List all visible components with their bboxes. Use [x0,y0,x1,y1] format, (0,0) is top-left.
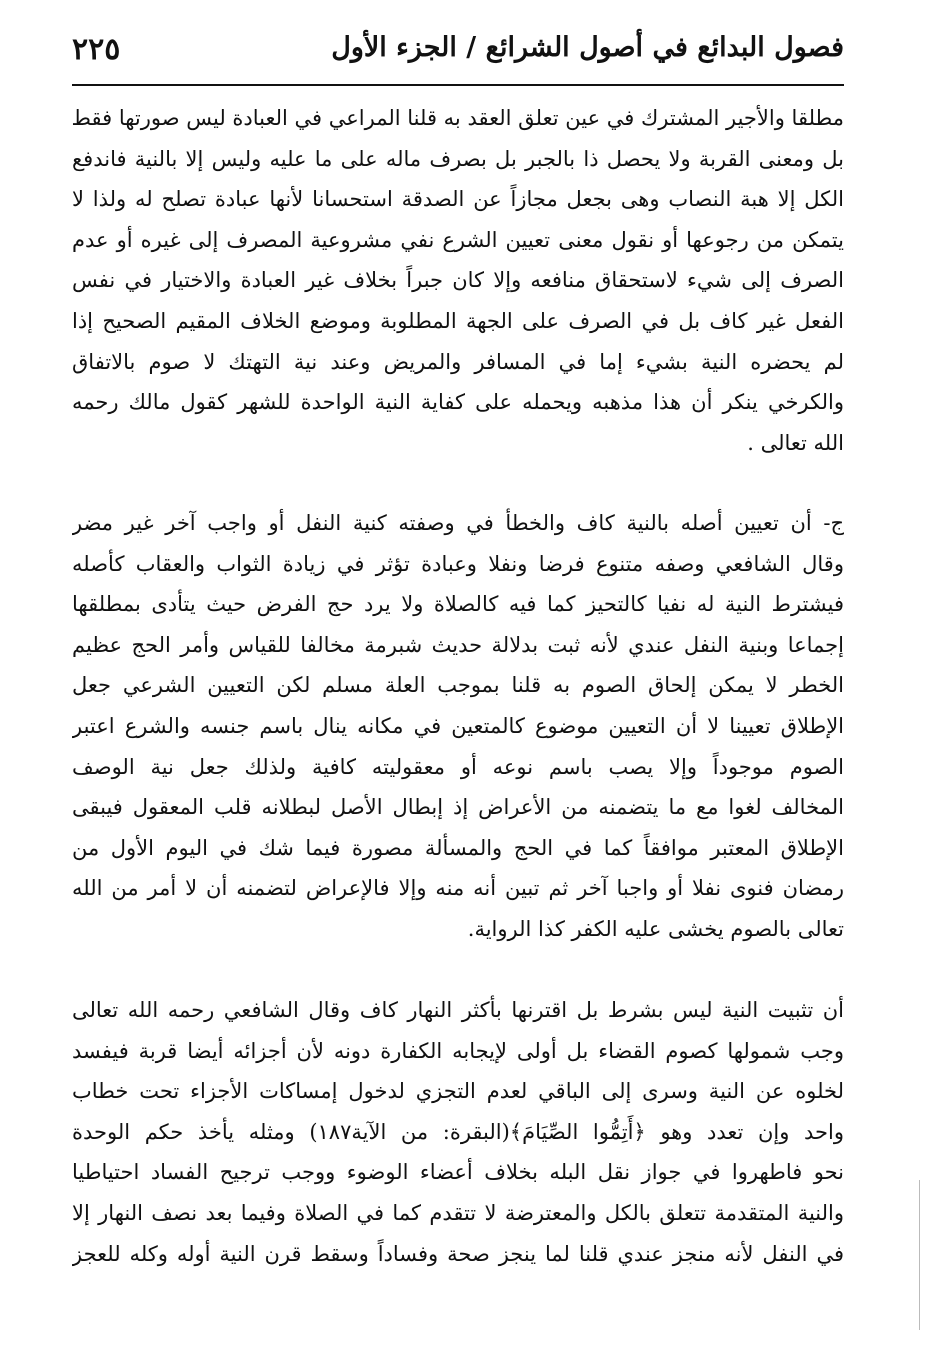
text-line: الإطلاق المعتبر موافقاً كما في الحج والمسألة مصورة فيما شك في اليوم الأول من [72,835,844,860]
text-line: الصرف إلى شيء لاستحقاق منافعه وإلا كان جبراً بخلاف غير العبادة والاختيار في نفس [72,268,844,293]
header-divider [72,84,844,86]
text-line: رمضان فنوى نفلا أو واجبا آخر ثم تبين أنه منه وإلا فالإعراض لتضمنه أن لا أمر من الله [72,876,844,901]
text-line: والنية المتقدمة تتعلق بالكل والمعترضة لا تتقدم كما في الصلاة وفيما بعد نصف النهار إلا [72,1200,844,1225]
text-line: الفعل غير كاف بل في الصرف على الجهة المطلوبة وموضع الخلاف المقيم الصحيح إذا [72,308,844,333]
text-line: إجماعا وبنية النفل عندي لأنه ثبت بدلالة حديث شبرمة مخالفا للقياس وأمر الحج عظيم [72,632,844,657]
text-line: بل ومعنى القربة ولا يحصل ذا بالجبر بل بصرف ماله على ما عليه وليس إلا بالنية فاندفع [72,146,844,171]
paragraph-3 [72,990,844,1274]
text-line: واحد وإن تعدد وهو ﴿أَتِمُّوا الصِّيَامَ﴾(البقرة: من الآية١٨٧) ومثله يأخذ حكم الوحدة [72,1119,844,1144]
text-line: الكل إلا هبة النصاب وهى بجعل مجازاً عن الصدقة استحسانا لأنها عبادة تصلح له ولذا لا [72,187,844,212]
text-line: نحو فاطهروا في جواز نقل البله بخلاف أعضاء الوضوء ووجب ترجيح الفساد احتياطيا [72,1160,844,1185]
text-line: المخالف لغوا مع ما يتضمنه من الأعراض إذ إبطال الأصل لبطلانه قلب المعقول فيبقى [72,795,844,820]
text-line: أن تثبيت النية ليس بشرط بل اقترنها بأكثر النهار كاف وقال الشافعي رحمه الله تعالى [72,998,844,1022]
text-line: مطلقا والأجير المشترك في عين تعلق العقد به قلنا المراعي في العبادة ليس صورتها فقط [72,106,844,130]
text-line: لم يحضره النية بشيء إما في المسافر والمريض وعند نية التهتك لا صوم بالاتفاق [72,349,844,374]
text-line: الخطر لا يمكن إلحاق الصوم به قلنا بموجب العلة مسلم لكن التعيين الشرعي جعل [72,673,844,698]
text-line: وقال الشافعي وصفه متنوع فرضا ونفلا وعبادة تؤثر في زيادة الثواب والعقاب كأصله [72,551,844,576]
text-line: في النفل لأنه منجز عندي قلنا لما ينجز صحة وفساداً وسقط قرن النية أوله وكله للعجز [72,1241,844,1266]
paragraph-1 [72,98,844,463]
page-header [72,26,844,84]
paragraph-2 [72,503,844,950]
text-line: تعالى بالصوم يخشى عليه الكفر كذا الرواية. [467,916,844,941]
text-line: والكرخي ينكر أن هذا مذهبه ويحمله على كفاية النية الواحدة للشهر كقول مالك رحمه [72,390,844,415]
running-title: فصول البدائع في أصول الشرائع / الجزء الأول [331,32,844,63]
text-line: وجب شمولها كصوم القضاء بل أولى لإيجابه الكفارة دونه لأن أجزائه أيضا قربة فيفسد [72,1038,844,1063]
text-line: لخلوه عن النية وسرى إلى الباقي لعدم التجزي لدخول إمساكات الأجزاء تحت خطاب [72,1079,844,1104]
text-line: الله تعالى . [747,430,844,455]
text-line: يتمكن من رجوعها أو نقول معنى تعيين الشرع نفي مشروعية المصرف إلى غيره أو عدم [72,227,844,252]
text-line: ج- أن تعيين أصله بالنية كاف والخطأ في وصفته كنية النفل أو واجب آخر غير مضر [72,511,844,535]
page-number: ٢٢٥ [72,32,121,67]
text-line: الصوم موجوداً وإلا يصب باسم نوعه أو معقوليته كافية ولذلك جعل نية الوصف [72,754,844,779]
scan-edge-mark [919,1180,920,1330]
text-line: فيشترط النية له نفيا كالتحيز كما فيه كالصلاة ولا يرد حج الفرض حيث يتأدى بمطلقها [72,592,844,617]
text-line: الإطلاق تعيينا لا أن التعيين موضوع كالمتعين في مكانه ينال باسم جنسه والشرع اعتبر [72,713,844,738]
